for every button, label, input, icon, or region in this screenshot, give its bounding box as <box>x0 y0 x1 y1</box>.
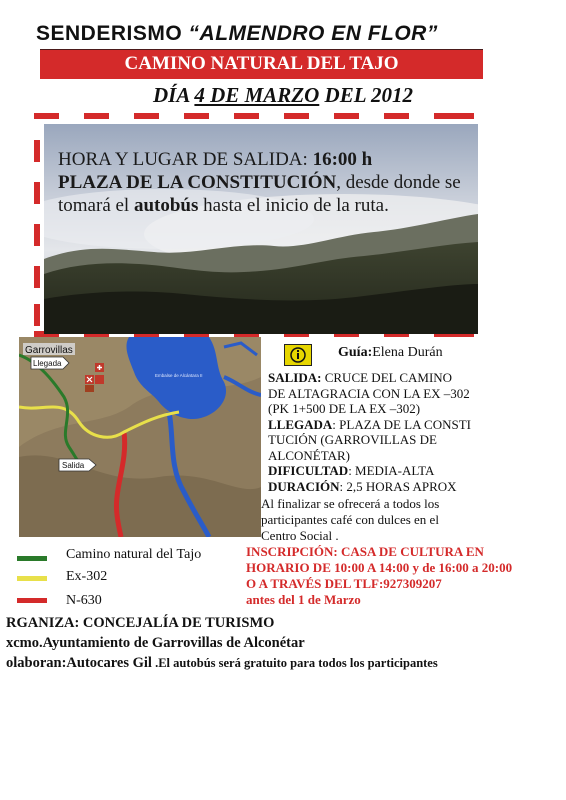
departure-text-1: , desde donde se tomará el <box>58 172 461 216</box>
legend-label-n630: N-630 <box>66 593 102 608</box>
note-line-1: Al finalizar se ofrecerá a todos los <box>261 496 440 511</box>
salida-line-3: (PK 1+500 DE LA EX –302) <box>268 401 421 416</box>
map-reservoir-label: Embalse de Alcántara II <box>155 373 203 378</box>
registration-line-4: antes del 1 de Marzo <box>246 592 361 607</box>
date-suffix: DEL 2012 <box>319 83 414 107</box>
date-day: 4 DE MARZO <box>194 83 320 107</box>
departure-place: PLAZA DE LA CONSTITUCIÓN <box>58 172 337 193</box>
duracion-label: DURACIÓN <box>268 478 340 494</box>
organiza-line: RGANIZA: CONCEJALÍA DE TURISMO <box>6 615 275 631</box>
organizers <box>6 613 438 673</box>
guide-label: Guía: <box>338 345 373 360</box>
legend-label-camino: Camino natural del Tajo <box>66 547 202 562</box>
route-map <box>19 337 261 537</box>
ayuntamiento-line: xcmo.Ayuntamiento de Garrovillas de Alconétar <box>6 635 305 651</box>
bus-icon <box>85 385 94 392</box>
guide-name: Elena Durán <box>372 345 443 360</box>
note-line-3: Centro Social . <box>261 528 339 543</box>
banner-text: CAMINO NATURAL DEL TAJO <box>124 53 399 74</box>
registration <box>246 544 566 608</box>
date-prefix: DÍA <box>152 83 195 107</box>
legend-swatch-camino <box>17 556 47 561</box>
llegada-label: LLEGADA <box>268 416 333 432</box>
departure-bus: autobús <box>133 195 199 216</box>
registration-line-2: HORARIO DE 10:00 A 14:00 y de 16:00 a 20:00 <box>246 560 513 575</box>
title-name: “ALMENDRO EN FLOR” <box>188 22 438 45</box>
departure-text <box>58 148 468 217</box>
title-prefix: SENDERISMO <box>36 22 189 45</box>
colaboran-label: olaboran:Autocares Gil <box>6 655 152 671</box>
departure-label: HORA Y LUGAR DE SALIDA: <box>58 149 313 170</box>
map-start-label: Salida <box>62 461 85 470</box>
llegada-line-2: TUCIÓN (GARROVILLAS DE <box>268 432 437 447</box>
departure-text-2: hasta el inicio de la ruta. <box>198 195 389 216</box>
dificultad-value: : MEDIA-ALTA <box>348 463 435 478</box>
note-line-2: participantes café con dulces en el <box>261 512 439 527</box>
dificultad-label: DIFICULTAD <box>268 463 349 478</box>
salida-line-1: CRUCE DEL CAMINO <box>321 370 453 385</box>
llegada-line-3: ALCONÉTAR) <box>268 447 351 463</box>
registration-line-1: INSCRIPCIÓN: CASA DE CULTURA EN <box>246 544 484 559</box>
llegada-line-1: : PLAZA DE LA CONSTI <box>332 416 471 432</box>
guide <box>338 345 443 361</box>
legend-swatch-ex302 <box>17 576 47 581</box>
registration-line-3: O A TRAVÉS DEL TLF:927309207 <box>246 576 442 591</box>
legend-swatch-n630 <box>17 598 47 603</box>
event-title <box>36 22 438 46</box>
map-arrival-label: Llegada <box>33 359 62 368</box>
snack-note <box>261 496 471 544</box>
info-icon <box>284 344 312 366</box>
departure-time: 16:00 h <box>312 149 373 170</box>
map-town-label: Garrovillas <box>25 345 73 356</box>
free-bus-note: .El autobús será gratuito para todos los participantes <box>151 656 438 670</box>
legend-label-ex302: Ex-302 <box>66 569 108 584</box>
colaboran-line <box>6 653 438 673</box>
event-date <box>0 83 566 108</box>
salida-line-2: DE ALTAGRACIA CON LA EX –302 <box>268 385 470 401</box>
family-icon <box>95 375 104 384</box>
salida-label: SALIDA: <box>268 370 322 385</box>
duracion-value: : 2,5 HORAS APROX <box>339 478 457 494</box>
route-info <box>268 370 508 494</box>
